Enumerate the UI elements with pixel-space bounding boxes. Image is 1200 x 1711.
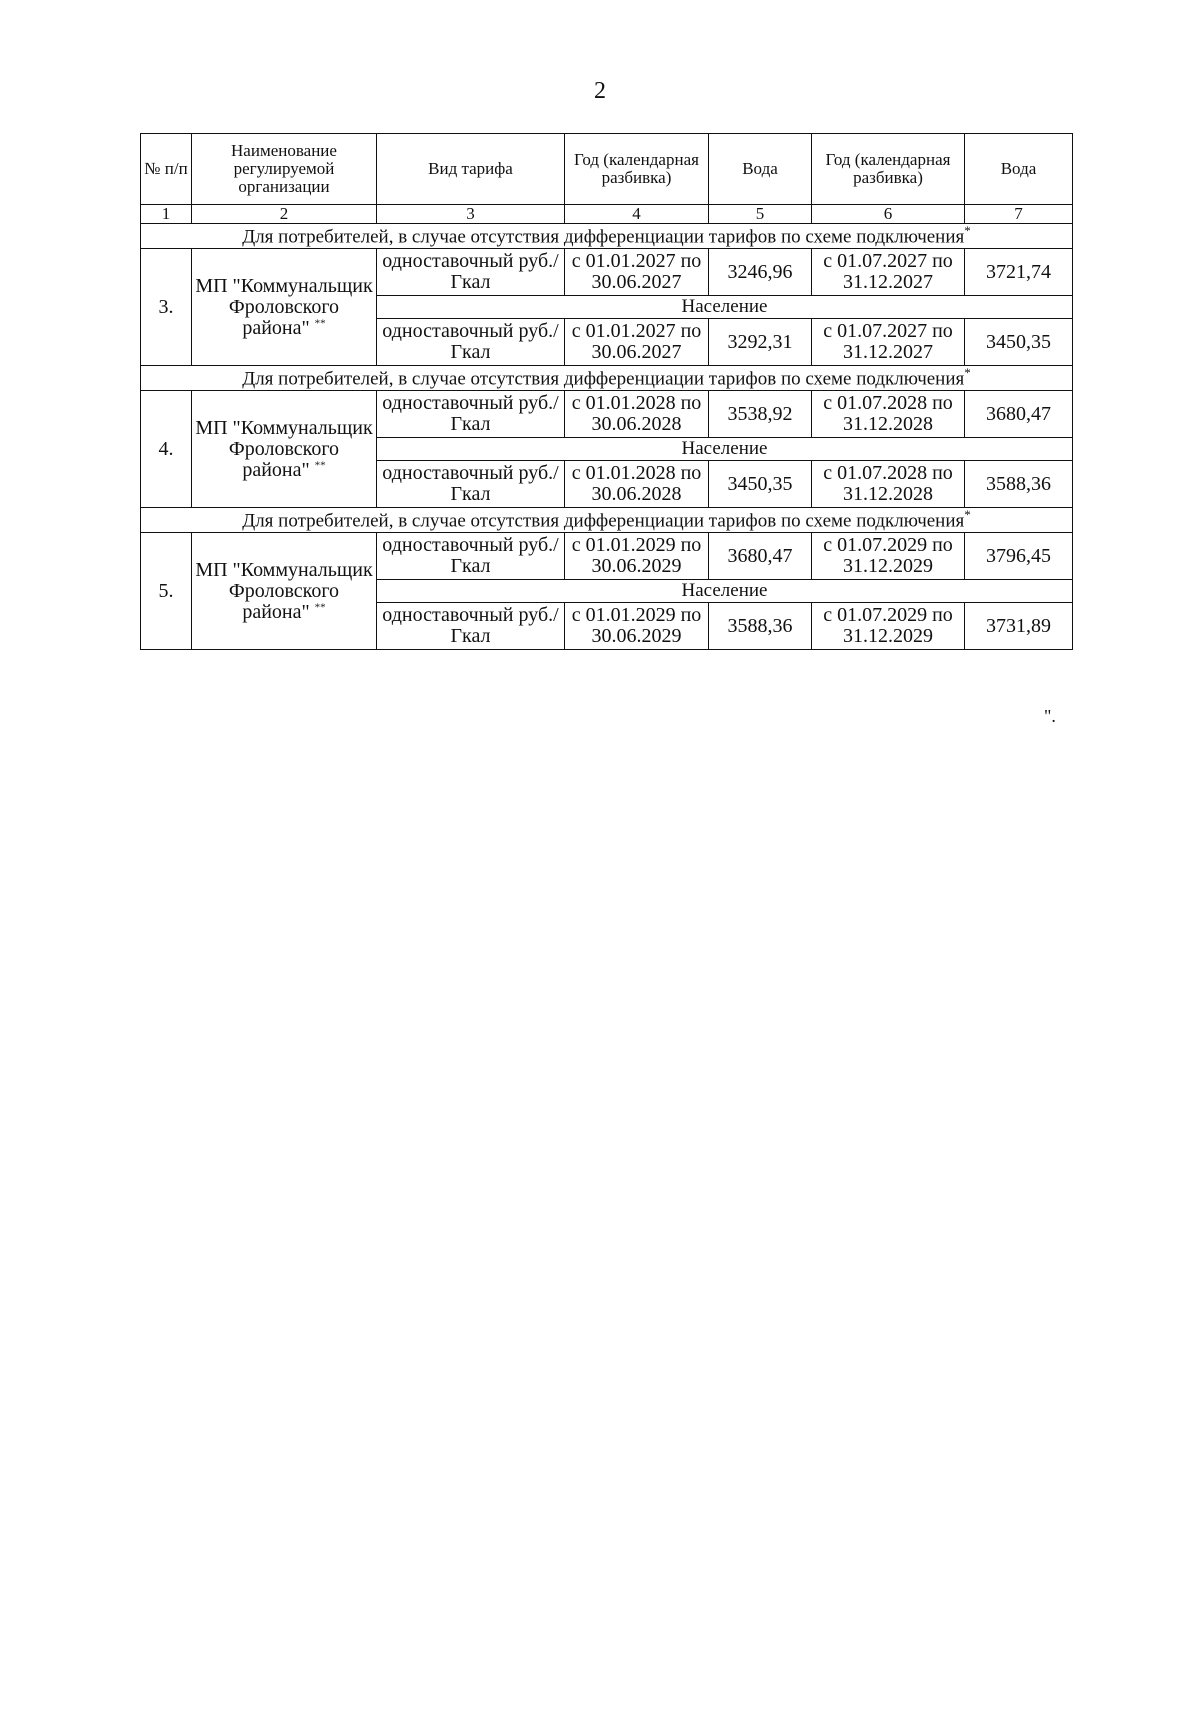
water-value-2: 3588,36 bbox=[965, 461, 1073, 508]
column-number: 4 bbox=[565, 205, 709, 224]
water-value-2: 3680,47 bbox=[965, 391, 1073, 438]
column-number: 3 bbox=[377, 205, 565, 224]
water-value-1: 3246,96 bbox=[709, 249, 812, 296]
tariff-type: одноставочный руб./Гкал bbox=[377, 391, 565, 438]
tariff-type: одноставочный руб./Гкал bbox=[377, 319, 565, 366]
water-value-1: 3680,47 bbox=[709, 533, 812, 580]
tariff-type: одноставочный руб./Гкал bbox=[377, 603, 565, 650]
section-row bbox=[141, 224, 1073, 249]
column-number: 2 bbox=[192, 205, 377, 224]
closing-quote-mark: ". bbox=[1044, 706, 1056, 726]
period-2: с 01.07.2028 по 31.12.2028 bbox=[812, 461, 965, 508]
period-2: с 01.07.2027 по 31.12.2027 bbox=[812, 319, 965, 366]
period-2: с 01.07.2029 по 31.12.2029 bbox=[812, 533, 965, 580]
tariff-type: одноставочный руб./Гкал bbox=[377, 249, 565, 296]
header-period-2: Год (календарная разбивка) bbox=[812, 134, 965, 205]
column-number: 1 bbox=[141, 205, 192, 224]
table-row bbox=[141, 391, 1073, 438]
population-label: Население bbox=[377, 438, 1073, 461]
period-1: с 01.01.2029 по 30.06.2029 bbox=[565, 603, 709, 650]
column-number: 5 bbox=[709, 205, 812, 224]
section-label: Для потребителей, в случае отсутствия дифференциации тарифов по схеме подключения* bbox=[141, 366, 1073, 391]
row-number: 5. bbox=[141, 533, 192, 650]
row-number: 4. bbox=[141, 391, 192, 508]
period-1: с 01.01.2027 по 30.06.2027 bbox=[565, 319, 709, 366]
column-number: 7 bbox=[965, 205, 1073, 224]
column-number: 6 bbox=[812, 205, 965, 224]
organization-name: МП "Коммунальщик Фроловского района" ** bbox=[192, 249, 377, 366]
organization-name: МП "Коммунальщик Фроловского района" ** bbox=[192, 533, 377, 650]
period-2: с 01.07.2028 по 31.12.2028 bbox=[812, 391, 965, 438]
header-row bbox=[141, 134, 1073, 205]
tariff-table bbox=[140, 133, 1073, 650]
header-water-1: Вода bbox=[709, 134, 812, 205]
table-row bbox=[141, 533, 1073, 580]
tariff-type: одноставочный руб./Гкал bbox=[377, 461, 565, 508]
column-number-row bbox=[141, 205, 1073, 224]
organization-name: МП "Коммунальщик Фроловского района" ** bbox=[192, 391, 377, 508]
header-tariff-type: Вид тарифа bbox=[377, 134, 565, 205]
water-value-1: 3538,92 bbox=[709, 391, 812, 438]
period-1: с 01.01.2028 по 30.06.2028 bbox=[565, 461, 709, 508]
section-row bbox=[141, 508, 1073, 533]
water-value-1: 3450,35 bbox=[709, 461, 812, 508]
row-number: 3. bbox=[141, 249, 192, 366]
water-value-1: 3588,36 bbox=[709, 603, 812, 650]
page-number: 2 bbox=[594, 78, 606, 104]
period-2: с 01.07.2029 по 31.12.2029 bbox=[812, 603, 965, 650]
header-water-2: Вода bbox=[965, 134, 1073, 205]
water-value-1: 3292,31 bbox=[709, 319, 812, 366]
period-1: с 01.01.2029 по 30.06.2029 bbox=[565, 533, 709, 580]
header-number: № п/п bbox=[141, 134, 192, 205]
section-label: Для потребителей, в случае отсутствия дифференциации тарифов по схеме подключения* bbox=[141, 224, 1073, 249]
water-value-2: 3450,35 bbox=[965, 319, 1073, 366]
section-label: Для потребителей, в случае отсутствия дифференциации тарифов по схеме подключения* bbox=[141, 508, 1073, 533]
water-value-2: 3796,45 bbox=[965, 533, 1073, 580]
water-value-2: 3731,89 bbox=[965, 603, 1073, 650]
header-organization: Наименование регулируемой организации bbox=[192, 134, 377, 205]
header-period-1: Год (календарная разбивка) bbox=[565, 134, 709, 205]
table-row bbox=[141, 249, 1073, 296]
population-label: Население bbox=[377, 580, 1073, 603]
water-value-2: 3721,74 bbox=[965, 249, 1073, 296]
period-2: с 01.07.2027 по 31.12.2027 bbox=[812, 249, 965, 296]
section-row bbox=[141, 366, 1073, 391]
tariff-type: одноставочный руб./Гкал bbox=[377, 533, 565, 580]
population-label: Население bbox=[377, 296, 1073, 319]
period-1: с 01.01.2027 по 30.06.2027 bbox=[565, 249, 709, 296]
period-1: с 01.01.2028 по 30.06.2028 bbox=[565, 391, 709, 438]
